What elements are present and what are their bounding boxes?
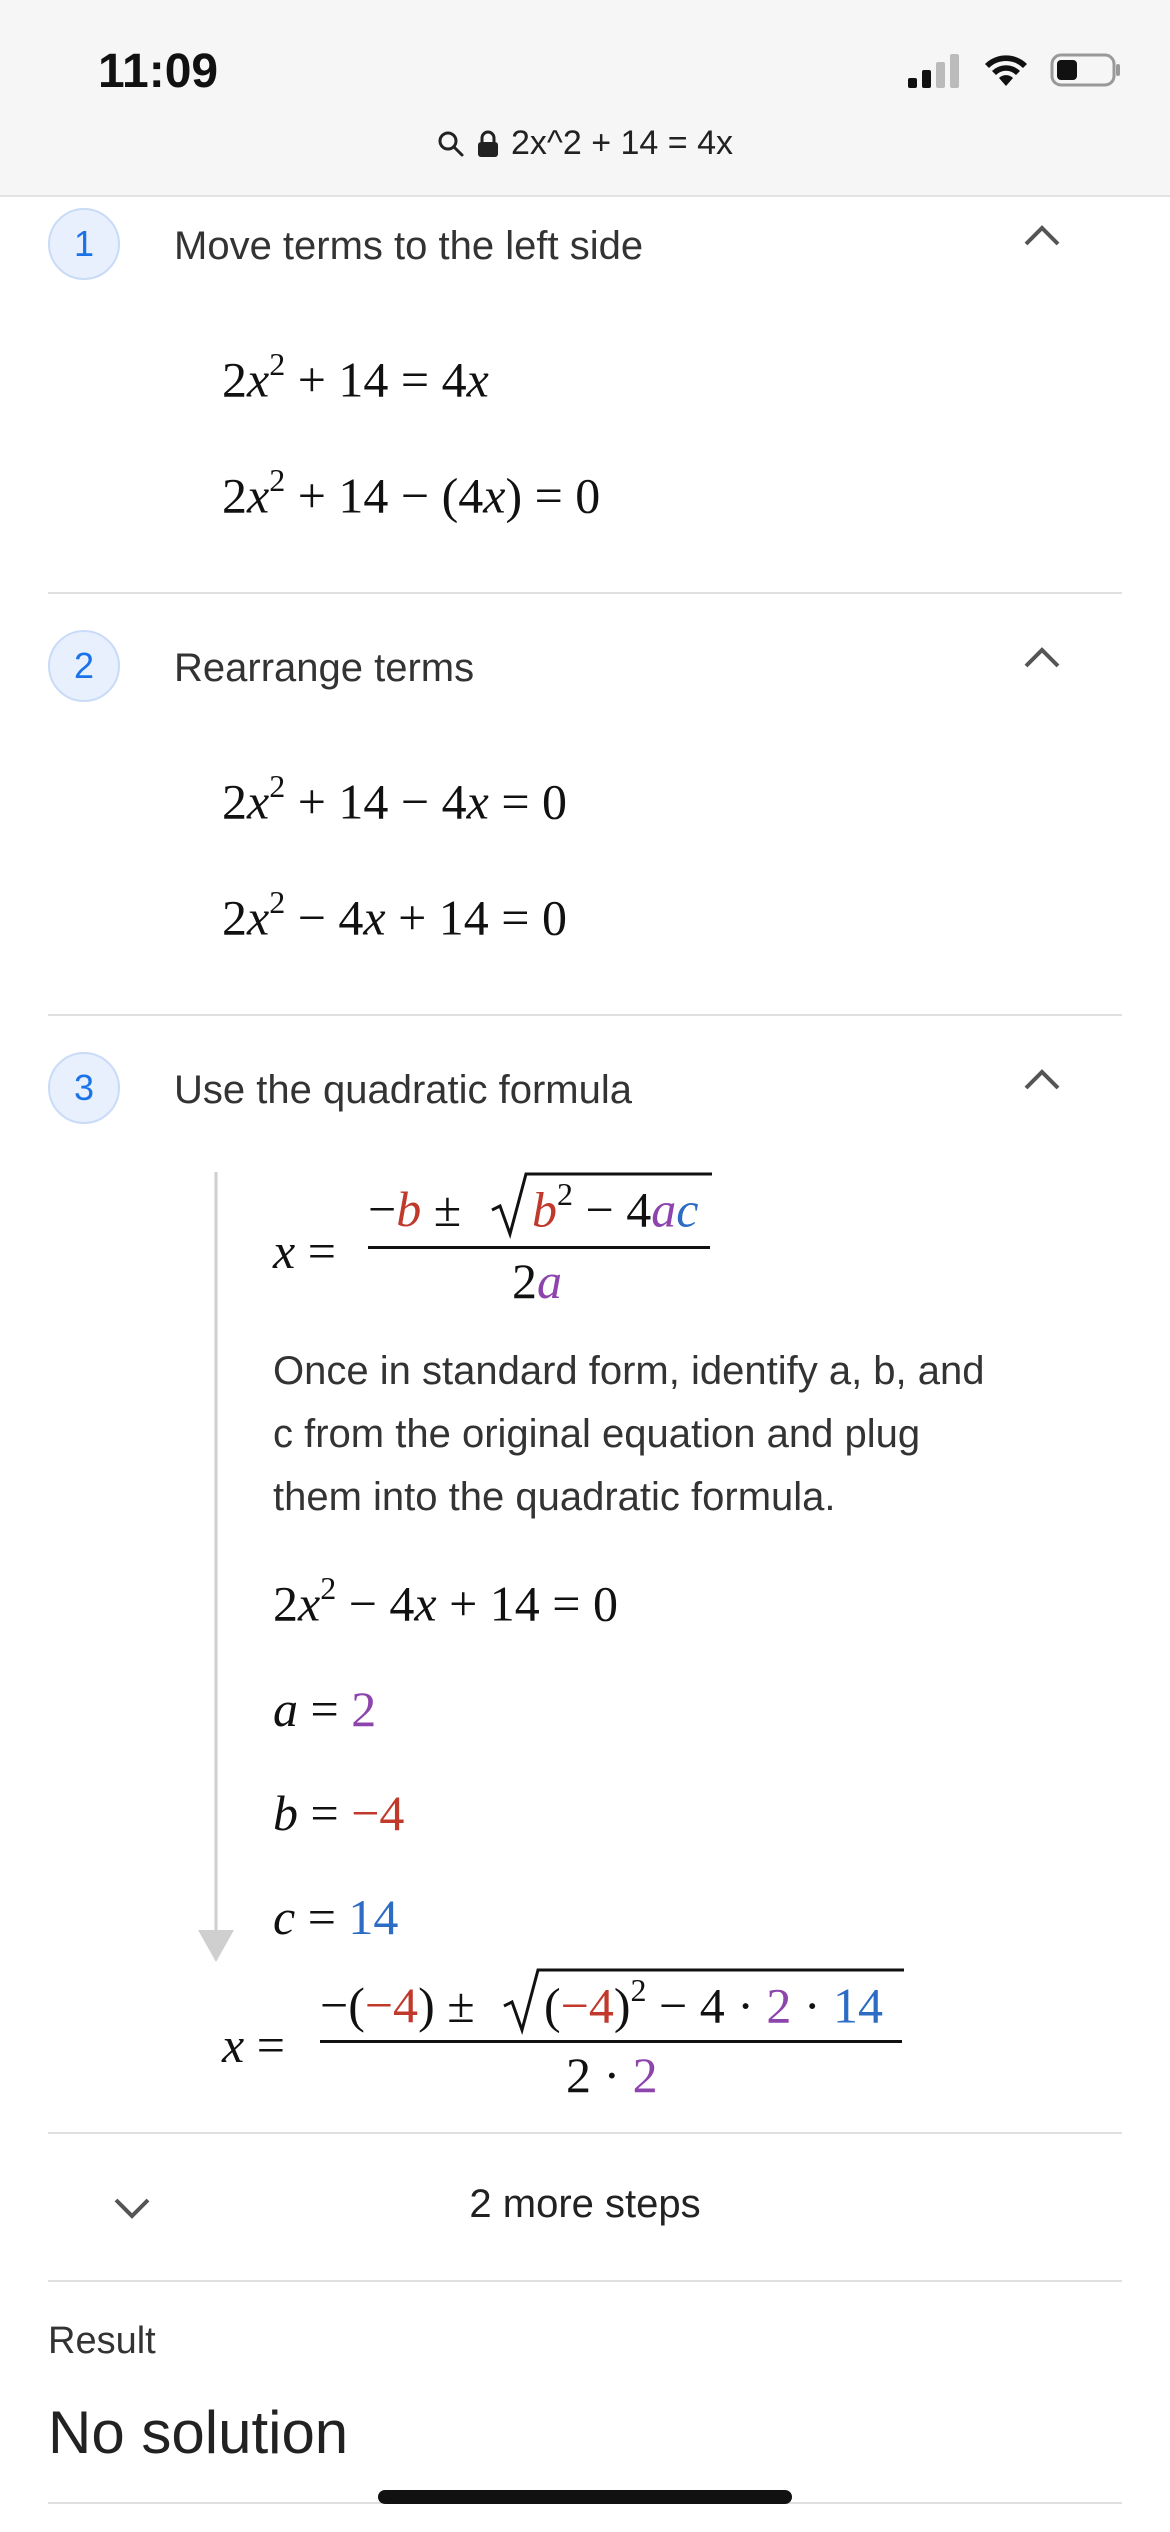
step-3-explanation: Once in standard form, identify a, b, and c from the original equation and plug them into the quadratic formula. — [273, 1349, 985, 1519]
divider — [48, 592, 1122, 594]
step-3-header[interactable] — [48, 1052, 1122, 1128]
step-1-number: 1 — [48, 208, 120, 280]
step-2-equation-2: $2x^2 - 4x + 14 = 0$ — [222, 884, 568, 946]
chevron-up-icon[interactable] — [1022, 1068, 1062, 1092]
c-value: 14 — [348, 1889, 399, 1945]
step-2-number: 2 — [48, 630, 120, 702]
result-label: Result — [48, 2320, 156, 2362]
formula-radicand: $b^2 - 4ac$ — [532, 1176, 699, 1238]
fraction-bar — [320, 2040, 902, 2043]
divider — [48, 1014, 1122, 1016]
more-steps-button[interactable]: 2 more steps — [469, 2182, 701, 2226]
step-2-title: Rearrange terms — [174, 646, 475, 690]
substituted-denominator: 2 · 2 — [566, 2047, 658, 2103]
step-3-number: 3 — [48, 1052, 120, 1124]
system-icons — [908, 52, 1122, 88]
wifi-icon — [982, 52, 1030, 88]
home-indicator[interactable] — [378, 2490, 792, 2504]
flow-arrow-icon — [196, 1172, 236, 1964]
step-2-header[interactable] — [48, 630, 1122, 706]
c-equation: c = 14 — [273, 1889, 399, 1945]
substituted-x-equals: x = — [222, 2017, 285, 2073]
step-1-equation-2: $2x^2 + 14 - (4x) = 0$ — [222, 462, 601, 524]
step-1-title: Move terms to the left side — [174, 224, 644, 268]
step-2-equation-1: $2x^2 + 14 - 4x = 0$ — [222, 768, 568, 830]
battery-icon — [1050, 52, 1122, 88]
substituted-numerator: −(−4) ± — [320, 1977, 475, 2033]
search-icon — [437, 130, 465, 158]
chevron-up-icon[interactable] — [1022, 224, 1062, 248]
step-3-title: Use the quadratic formula — [174, 1068, 633, 1112]
b-value: −4 — [351, 1785, 405, 1841]
divider — [48, 2132, 1122, 2134]
lock-icon — [477, 130, 499, 158]
url-bar[interactable] — [0, 124, 1170, 163]
status-time: 11:09 — [98, 45, 219, 98]
browser-chrome — [0, 0, 1170, 197]
formula-numerator: −b ± — [368, 1181, 462, 1237]
formula-x-equals: x = — [273, 1223, 336, 1279]
a-value: 2 — [351, 1681, 377, 1737]
chevron-up-icon[interactable] — [1022, 646, 1062, 670]
cellular-signal-icon — [908, 52, 962, 88]
a-equation: a = 2 — [273, 1681, 377, 1737]
step-3-standard-form: $2x^2 - 4x + 14 = 0$ — [273, 1570, 619, 1632]
substituted-radicand: $(-4)^2 - 4 \cdot 2 \cdot 14$ — [544, 1972, 884, 2034]
url-text: 2x^2 + 14 = 4x — [511, 124, 733, 162]
result-value: No solution — [48, 2399, 349, 2466]
divider — [48, 2280, 1122, 2282]
formula-denominator: 2a — [512, 1253, 562, 1309]
step-1-header[interactable] — [48, 208, 1122, 284]
step-1-equation-1: $2x^2 + 14 = 4x$ — [222, 346, 489, 408]
b-equation: b = −4 — [273, 1785, 405, 1841]
fraction-bar — [368, 1246, 710, 1249]
